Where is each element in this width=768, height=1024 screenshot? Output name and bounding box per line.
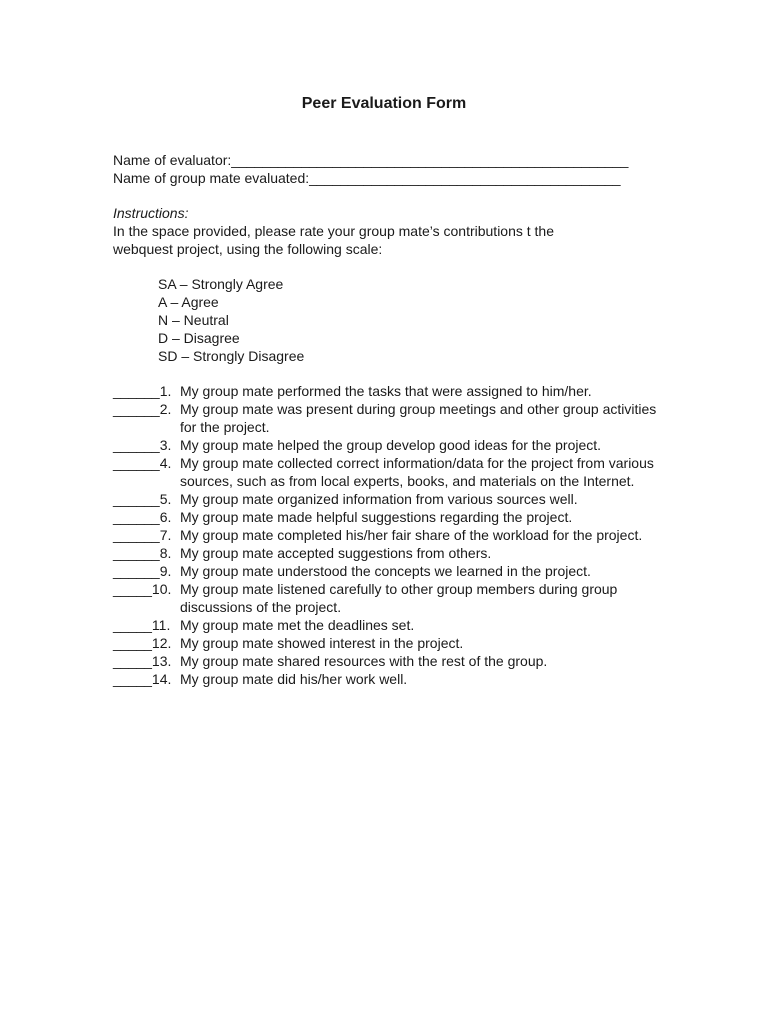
evaluation-item bbox=[113, 526, 673, 544]
rating-blank: ______3. bbox=[113, 437, 172, 453]
rating-blank: ______1. bbox=[113, 383, 172, 399]
item-statement: My group mate collected correct information/data for the project from various sources, such as from local experts, books, and materials on the Internet. bbox=[180, 455, 654, 489]
evaluator-name-field: Name of evaluator:___________________________________________________ bbox=[113, 152, 629, 168]
instructions bbox=[113, 204, 673, 258]
item-statement: My group mate helped the group develop good ideas for the project. bbox=[180, 437, 602, 453]
rating-blank: ______7. bbox=[113, 527, 172, 543]
instructions-label: Instructions: bbox=[113, 205, 189, 221]
scale-item: SD – Strongly Disagree bbox=[158, 348, 305, 364]
evaluation-item bbox=[113, 670, 673, 688]
evaluation-item bbox=[113, 400, 673, 436]
evaluation-item bbox=[113, 562, 673, 580]
scale-item: A – Agree bbox=[158, 294, 219, 310]
item-statement: My group mate organized information from various sources well. bbox=[180, 491, 578, 507]
evaluation-item bbox=[113, 382, 673, 400]
item-statement: My group mate understood the concepts we learned in the project. bbox=[180, 563, 591, 579]
group-mate-name-field: Name of group mate evaluated:________________________________________ bbox=[113, 170, 621, 186]
name-fields bbox=[113, 151, 673, 187]
evaluation-item bbox=[113, 544, 673, 562]
item-statement: My group mate did his/her work well. bbox=[180, 671, 408, 687]
evaluation-item bbox=[113, 634, 673, 652]
scale-item: SA – Strongly Agree bbox=[158, 276, 284, 292]
scale-item: N – Neutral bbox=[158, 312, 229, 328]
item-statement: My group mate shared resources with the rest of the group. bbox=[180, 653, 548, 669]
item-statement: My group mate was present during group meetings and other group activities for the project. bbox=[180, 401, 657, 435]
form-title: Peer Evaluation Form bbox=[301, 95, 467, 112]
evaluation-item bbox=[113, 436, 673, 454]
rating-blank: ______2. bbox=[113, 401, 172, 417]
rating-blank: ______6. bbox=[113, 509, 172, 525]
rating-blank: _____12. bbox=[113, 635, 172, 651]
rating-blank: _____11. bbox=[113, 617, 171, 633]
evaluation-items bbox=[113, 382, 673, 688]
item-statement: My group mate accepted suggestions from others. bbox=[180, 545, 492, 561]
instructions-text: In the space provided, please rate your group mate’s contributions t the webquest project, using the following scale: bbox=[113, 223, 555, 257]
item-statement: My group mate met the deadlines set. bbox=[180, 617, 415, 633]
rating-blank: _____14. bbox=[113, 671, 172, 687]
item-statement: My group mate completed his/her fair share of the workload for the project. bbox=[180, 527, 643, 543]
evaluation-item bbox=[113, 454, 673, 490]
evaluation-item bbox=[113, 652, 673, 670]
scale-item: D – Disagree bbox=[158, 330, 240, 346]
rating-blank: ______5. bbox=[113, 491, 172, 507]
item-statement: My group mate made helpful suggestions regarding the project. bbox=[180, 509, 573, 525]
rating-scale bbox=[158, 275, 304, 365]
evaluation-item bbox=[113, 508, 673, 526]
evaluation-item bbox=[113, 580, 673, 616]
rating-blank: ______8. bbox=[113, 545, 172, 561]
item-statement: My group mate performed the tasks that were assigned to him/her. bbox=[180, 383, 592, 399]
item-statement: My group mate showed interest in the project. bbox=[180, 635, 464, 651]
rating-blank: ______9. bbox=[113, 563, 172, 579]
evaluation-item bbox=[113, 490, 673, 508]
item-statement: My group mate listened carefully to other group members during group discussions of the project. bbox=[180, 581, 618, 615]
rating-blank: _____10. bbox=[113, 581, 172, 597]
rating-blank: _____13. bbox=[113, 653, 172, 669]
rating-blank: ______4. bbox=[113, 455, 172, 471]
evaluation-item bbox=[113, 616, 673, 634]
